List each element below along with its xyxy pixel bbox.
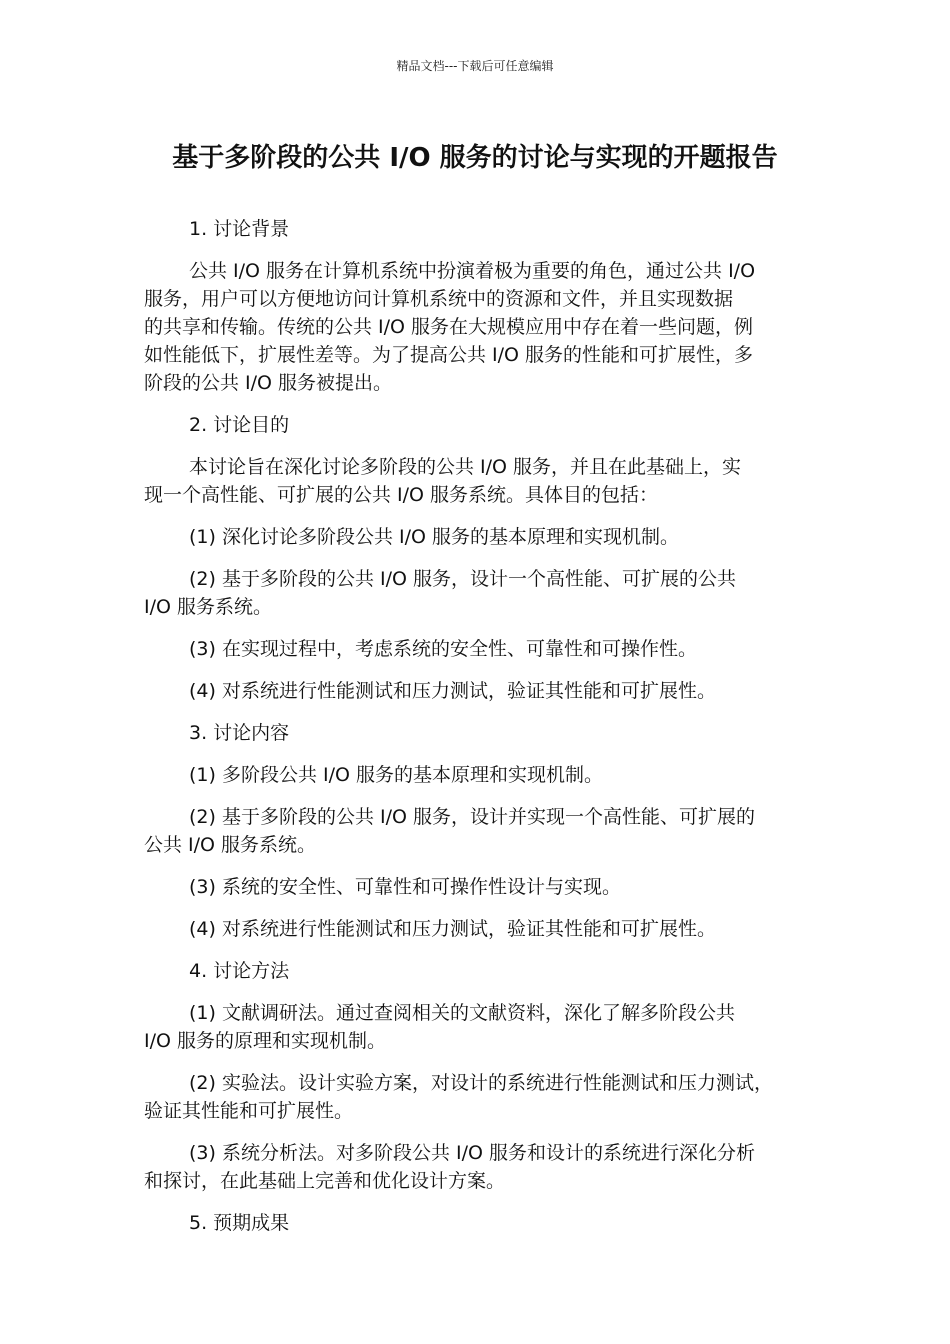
section-heading-results: 5. 预期成果 (189, 1212, 290, 1234)
document-title: 基于多阶段的公共 I/O 服务的讨论与实现的开题报告 (172, 143, 778, 173)
content-item-2: (2) 基于多阶段的公共 I/O 服务，设计并实现一个高性能、可扩展的 公共 I/O 服务系统。 (144, 806, 755, 856)
content-item-3: (3) 系统的安全性、可靠性和可操作性设计与实现。 (189, 876, 621, 898)
header-note: 精品文档---下载后可任意编辑 (396, 59, 554, 73)
purpose-item-4: (4) 对系统进行性能测试和压力测试，验证其性能和可扩展性。 (189, 680, 716, 702)
content-item-4: (4) 对系统进行性能测试和压力测试，验证其性能和可扩展性。 (189, 918, 716, 940)
section-heading-background: 1. 讨论背景 (189, 218, 290, 240)
method-item-1: (1) 文献调研法。通过查阅相关的文献资料，深化了解多阶段公共 I/O 服务的原理和实现机制。 (144, 1002, 735, 1052)
document-body (144, 215, 816, 1251)
section-heading-content: 3. 讨论内容 (189, 722, 290, 744)
purpose-item-2: (2) 基于多阶段的公共 I/O 服务，设计一个高性能、可扩展的公共 I/O 服务系统。 (144, 568, 736, 618)
content-item-1: (1) 多阶段公共 I/O 服务的基本原理和实现机制。 (189, 764, 603, 786)
method-item-2: (2) 实验法。设计实验方案，对设计的系统进行性能测试和压力测试， 验证其性能和可扩展性。 (144, 1072, 773, 1122)
paragraph-background: 公共 I/O 服务在计算机系统中扮演着极为重要的角色，通过公共 I/O 服务，用户可以方便地访问计算机系统中的资源和文件，并且实现数据 的共享和传输。传统的公共 I/O 服务在大规模应用中存在着一些问题，例 如性能低下，扩展性差等。为了提高公共 I/O 服务的性能和可扩展性，多 阶段的公共 I/O 服务被提出。 (144, 260, 756, 394)
purpose-item-1: (1) 深化讨论多阶段公共 I/O 服务的基本原理和实现机制。 (189, 526, 679, 548)
purpose-item-3: (3) 在实现过程中，考虑系统的安全性、可靠性和可操作性。 (189, 638, 697, 660)
section-heading-purpose: 2. 讨论目的 (189, 414, 290, 436)
section-heading-method: 4. 讨论方法 (189, 960, 290, 982)
paragraph-purpose: 本讨论旨在深化讨论多阶段的公共 I/O 服务，并且在此基础上，实 现一个高性能、可扩展的公共 I/O 服务系统。具体目的包括： (144, 456, 742, 506)
method-item-3: (3) 系统分析法。对多阶段公共 I/O 服务和设计的系统进行深化分析 和探讨，在此基础上完善和优化设计方案。 (144, 1142, 755, 1192)
